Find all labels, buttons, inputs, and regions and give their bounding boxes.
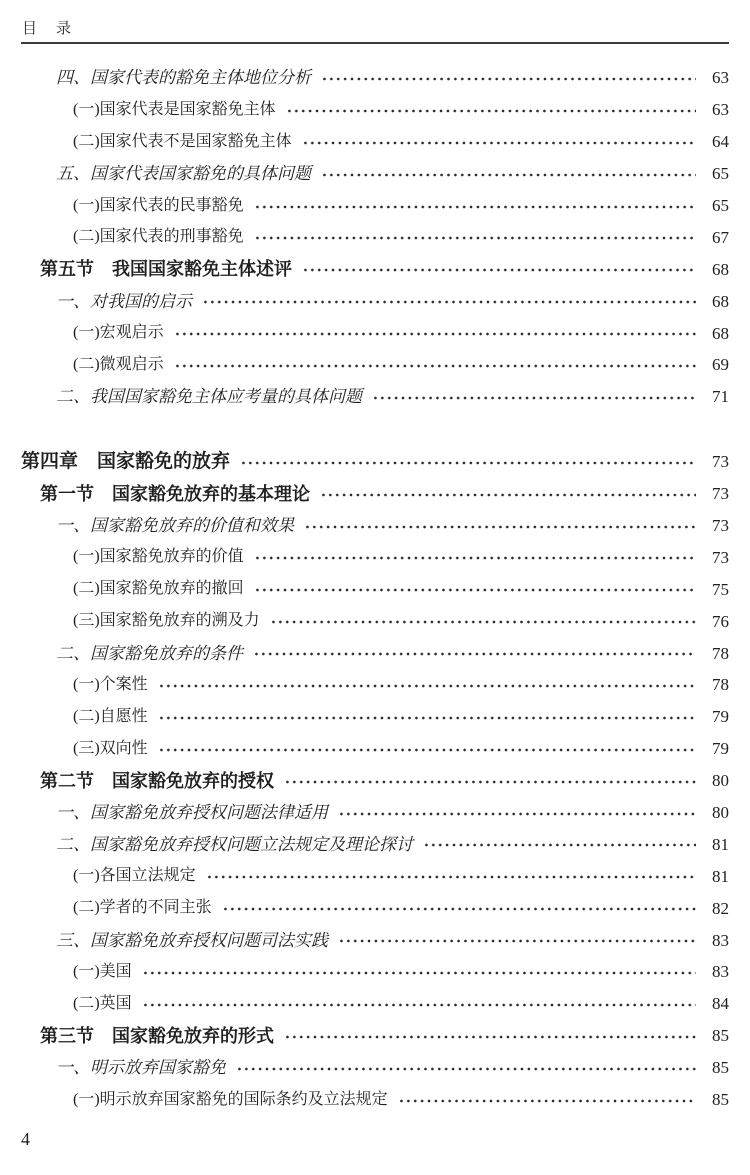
toc-entry <box>21 285 729 317</box>
dot-leader <box>372 394 696 402</box>
entry-page: 73 <box>712 547 729 567</box>
dot-leader <box>174 362 696 370</box>
entry-page: 68 <box>712 291 729 311</box>
toc-entry <box>21 381 729 413</box>
dot-leader <box>202 298 696 306</box>
dot-leader <box>338 810 696 818</box>
toc-entry <box>21 446 729 478</box>
entry-title: (二)国家代表不是国家豁免主体 <box>73 132 292 150</box>
dot-leader <box>254 586 696 594</box>
dot-leader <box>320 491 696 499</box>
toc-entry <box>21 1020 729 1052</box>
entry-page: 84 <box>712 994 729 1014</box>
toc-entry <box>21 478 729 510</box>
toc-entry <box>21 573 729 605</box>
toc-entry <box>21 541 729 573</box>
entry-title: (一)明示放弃国家豁免的国际条约及立法规定 <box>73 1090 388 1108</box>
entry-title: 第三节 国家豁免放弃的形式 <box>40 1025 274 1046</box>
toc-entry <box>21 797 729 829</box>
toc-entry <box>21 605 729 637</box>
dot-leader <box>142 1001 696 1009</box>
header-divider <box>21 42 729 44</box>
toc-entry <box>21 956 729 988</box>
folio-page-number: 4 <box>21 1129 30 1149</box>
dot-leader <box>302 139 696 147</box>
entry-page: 67 <box>712 227 729 247</box>
dot-leader <box>254 234 696 242</box>
dot-leader <box>158 682 696 690</box>
entry-title: 一、对我国的启示 <box>56 291 192 311</box>
entry-title: (二)国家代表的刑事豁免 <box>73 228 244 246</box>
toc-entry <box>21 637 729 669</box>
entry-page: 63 <box>712 100 729 120</box>
entry-page: 81 <box>712 866 729 886</box>
entry-page: 79 <box>712 739 729 759</box>
entry-title: 二、国家豁免放弃的条件 <box>56 643 243 663</box>
dot-leader <box>304 523 696 531</box>
entry-title: 一、明示放弃国家豁免 <box>56 1058 226 1078</box>
dot-leader <box>254 203 696 211</box>
entry-page: 85 <box>712 1026 729 1046</box>
dot-leader <box>270 618 696 626</box>
entry-page: 63 <box>712 68 729 88</box>
entry-page: 76 <box>712 611 729 631</box>
entry-page: 85 <box>712 1058 729 1078</box>
entry-title: 二、我国国家豁免主体应考量的具体问题 <box>56 387 362 407</box>
entry-title: (一)美国 <box>73 962 132 980</box>
entry-page: 75 <box>712 579 729 599</box>
entry-title: 三、国家豁免放弃授权问题司法实践 <box>56 930 328 950</box>
dot-leader <box>302 266 696 274</box>
entry-page: 82 <box>712 898 729 918</box>
entry-title: (三)国家豁免放弃的溯及力 <box>73 612 260 630</box>
entry-title: 第五节 我国国家豁免主体述评 <box>40 259 292 280</box>
toc-entry <box>21 828 729 860</box>
dot-leader <box>254 554 696 562</box>
entry-title: (一)国家代表的民事豁免 <box>73 196 244 214</box>
entry-title: (二)英国 <box>73 994 132 1012</box>
toc-entry <box>21 924 729 956</box>
entry-title: (一)个案性 <box>73 675 148 693</box>
toc-entry <box>21 765 729 797</box>
entry-page: 80 <box>712 803 729 823</box>
entry-page: 83 <box>712 962 729 982</box>
dot-leader <box>206 873 696 881</box>
toc-entry <box>21 669 729 701</box>
entry-page: 78 <box>712 643 729 663</box>
toc-entry <box>21 94 729 126</box>
entry-page: 85 <box>712 1090 729 1110</box>
dot-leader <box>158 746 696 754</box>
page-header-title: 目 录 <box>22 21 74 37</box>
toc-entry <box>21 221 729 253</box>
entry-title: 一、国家豁免放弃授权问题法律适用 <box>56 803 328 823</box>
dot-leader <box>158 714 696 722</box>
entry-title: (一)各国立法规定 <box>73 867 196 885</box>
toc-entry <box>21 317 729 349</box>
toc-entry <box>21 510 729 542</box>
entry-title: (二)学者的不同主张 <box>73 899 212 917</box>
toc-entry <box>21 988 729 1020</box>
entry-page: 68 <box>712 259 729 279</box>
dot-leader <box>236 1065 696 1073</box>
dot-leader <box>142 969 696 977</box>
entry-title: (一)国家豁免放弃的价值 <box>73 548 244 566</box>
dot-leader <box>423 841 696 849</box>
toc-list <box>21 62 729 1116</box>
entry-title: (一)国家代表是国家豁免主体 <box>73 100 276 118</box>
dot-leader <box>284 778 696 786</box>
entry-page: 80 <box>712 771 729 791</box>
dot-leader <box>321 171 696 179</box>
entry-page: 78 <box>712 675 729 695</box>
entry-page: 71 <box>712 387 729 407</box>
toc-entry <box>21 253 729 285</box>
entry-title: 第一节 国家豁免放弃的基本理论 <box>40 483 310 504</box>
dot-leader <box>174 330 696 338</box>
entry-title: (一)宏观启示 <box>73 324 164 342</box>
toc-entry <box>21 190 729 222</box>
toc-entry <box>21 701 729 733</box>
toc-entry <box>21 860 729 892</box>
entry-page: 73 <box>712 484 729 504</box>
toc-entry <box>21 62 729 94</box>
entry-title: (二)微观启示 <box>73 355 164 373</box>
toc-entry <box>21 1052 729 1084</box>
entry-title: 一、国家豁免放弃的价值和效果 <box>56 516 294 536</box>
entry-title: (二)国家豁免放弃的撤回 <box>73 580 244 598</box>
entry-title: (二)自愿性 <box>73 707 148 725</box>
entry-page: 64 <box>712 132 729 152</box>
dot-leader <box>321 75 696 83</box>
entry-title: 四、国家代表的豁免主体地位分析 <box>56 68 311 88</box>
entry-page: 68 <box>712 323 729 343</box>
dot-leader <box>286 107 696 115</box>
entry-title: 二、国家豁免放弃授权问题立法规定及理论探讨 <box>56 834 413 854</box>
entry-title: (三)双向性 <box>73 739 148 757</box>
toc-entry <box>21 349 729 381</box>
toc-entry <box>21 126 729 158</box>
dot-leader <box>222 905 696 913</box>
entry-page: 69 <box>712 355 729 375</box>
entry-page: 81 <box>712 834 729 854</box>
entry-page: 73 <box>712 452 729 472</box>
toc-entry <box>21 1084 729 1116</box>
entry-page: 83 <box>712 930 729 950</box>
entry-page: 65 <box>712 164 729 184</box>
dot-leader <box>284 1033 696 1041</box>
entry-title: 第二节 国家豁免放弃的授权 <box>40 770 274 791</box>
entry-page: 79 <box>712 707 729 727</box>
entry-page: 73 <box>712 516 729 536</box>
toc-entry <box>21 733 729 765</box>
entry-page: 65 <box>712 196 729 215</box>
entry-title: 五、国家代表国家豁免的具体问题 <box>56 164 311 184</box>
dot-leader <box>253 650 696 658</box>
dot-leader <box>240 459 696 467</box>
entry-title: 第四章 国家豁免的放弃 <box>21 451 231 473</box>
dot-leader <box>398 1097 696 1105</box>
toc-entry <box>21 892 729 924</box>
dot-leader <box>338 937 696 945</box>
toc-entry <box>21 158 729 190</box>
